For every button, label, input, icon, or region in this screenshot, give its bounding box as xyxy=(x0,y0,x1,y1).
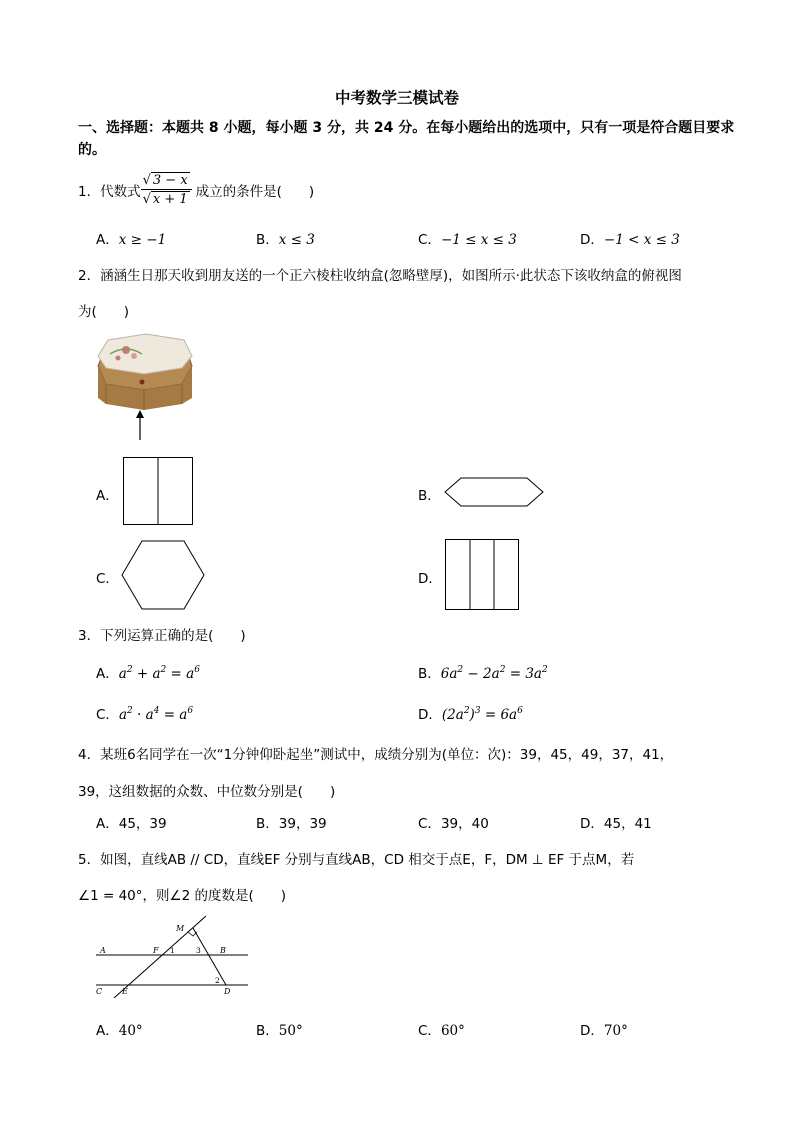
label-a: A xyxy=(100,946,106,955)
q2-option-b[interactable]: B． xyxy=(418,488,441,504)
q3-option-d[interactable]: D．$(2a^2)^3 = 6a^6$ xyxy=(418,706,523,723)
option-b-figure xyxy=(444,477,544,507)
question-2-stem-line1: 2．涵涵生日那天收到朋友送的一个正六棱柱收纳盒(忽略壁厚)，如图所示·此状态下该收纳盒的俯视图 xyxy=(78,268,682,284)
q5-option-c[interactable]: C．60° xyxy=(418,1023,465,1039)
option-a-figure xyxy=(123,457,193,525)
fraction: $\frac{√ 3 - x}{√ x + 1}$ xyxy=(141,173,192,207)
hexagonal-box-image xyxy=(96,334,194,444)
q4-option-b[interactable]: B．39，39 xyxy=(256,816,327,832)
label-c: C xyxy=(96,987,103,996)
label-e: E xyxy=(122,987,128,996)
q1-option-c[interactable]: C．−1 ≤ x ≤ 3 xyxy=(418,232,517,248)
fraction-denominator: x + 1 xyxy=(152,192,188,207)
q2-option-c[interactable]: C． xyxy=(96,571,119,587)
question-4-stem-line2: 39，这组数据的众数、中位数分别是( ) xyxy=(78,784,336,800)
q4-option-c[interactable]: C．39，40 xyxy=(418,816,489,832)
q5-option-b[interactable]: B．50° xyxy=(256,1023,303,1039)
q4-option-d[interactable]: D．45，41 xyxy=(580,816,652,832)
label-b: B xyxy=(220,946,226,955)
q3-option-a[interactable]: A．$a^2 + a^2 = a^6$ xyxy=(96,665,200,682)
q4-option-a[interactable]: A．45，39 xyxy=(96,816,167,832)
question-5-stem-line2: ∠1 = 40°，则∠2 的度数是( ) xyxy=(78,888,287,904)
line-ef xyxy=(114,916,206,998)
stem-prefix: 代数式 xyxy=(100,184,141,200)
label-angle-3: 3 xyxy=(196,946,201,955)
question-5-stem-line1: 5．如图，直线AB // CD，直线EF 分别与直线AB，CD 相交于点E，F，DM ⊥ EF 于点M，若 xyxy=(78,852,635,868)
label-angle-1: 1 xyxy=(170,946,175,955)
q1-option-b[interactable]: B．x ≤ 3 xyxy=(256,232,315,248)
option-d-figure xyxy=(445,539,519,610)
stem-suffix: 成立的条件是( ) xyxy=(195,184,315,200)
label-f: F xyxy=(153,946,159,955)
label-m: M xyxy=(176,924,185,933)
q3-option-c[interactable]: C．$a^2 \cdot a^4 = a^6$ xyxy=(96,706,194,723)
line-dm xyxy=(193,928,226,985)
question-4-stem-line1: 4．某班6名同学在一次“1分钟仰卧起坐”测试中，成绩分别为(单位：次)：39，45，49，37，41， xyxy=(78,747,674,763)
q5-option-d[interactable]: D．70° xyxy=(580,1023,628,1039)
section-heading: 一、选择题：本题共 8 小题，每小题 3 分，共 24 分。在每小题给出的选项中，只有一项是符合题目要求的。 xyxy=(78,120,735,158)
label-angle-2: 2 xyxy=(215,976,220,985)
q3-option-b[interactable]: B．$6a^2 - 2a^2 = 3a^2$ xyxy=(418,665,548,682)
parallel-lines-figure xyxy=(92,918,252,1000)
fraction-numerator: 3 − x xyxy=(152,173,188,188)
q2-option-a[interactable]: A． xyxy=(96,488,119,504)
q5-option-a[interactable]: A．40° xyxy=(96,1023,143,1039)
q2-option-d[interactable]: D． xyxy=(418,571,442,587)
q1-option-d[interactable]: D．−1 < x ≤ 3 xyxy=(580,232,680,248)
label-d: D xyxy=(224,987,231,996)
question-3-stem: 3．下列运算正确的是( ) xyxy=(78,628,246,644)
q1-option-a[interactable]: A．x ≥ −1 xyxy=(96,232,167,248)
option-c-figure xyxy=(121,540,205,610)
question-2-stem-line2: 为( ) xyxy=(78,304,130,320)
question-1-stem xyxy=(78,170,314,210)
page-title: 中考数学三模试卷 xyxy=(334,89,459,107)
question-number: 1． xyxy=(78,184,101,200)
